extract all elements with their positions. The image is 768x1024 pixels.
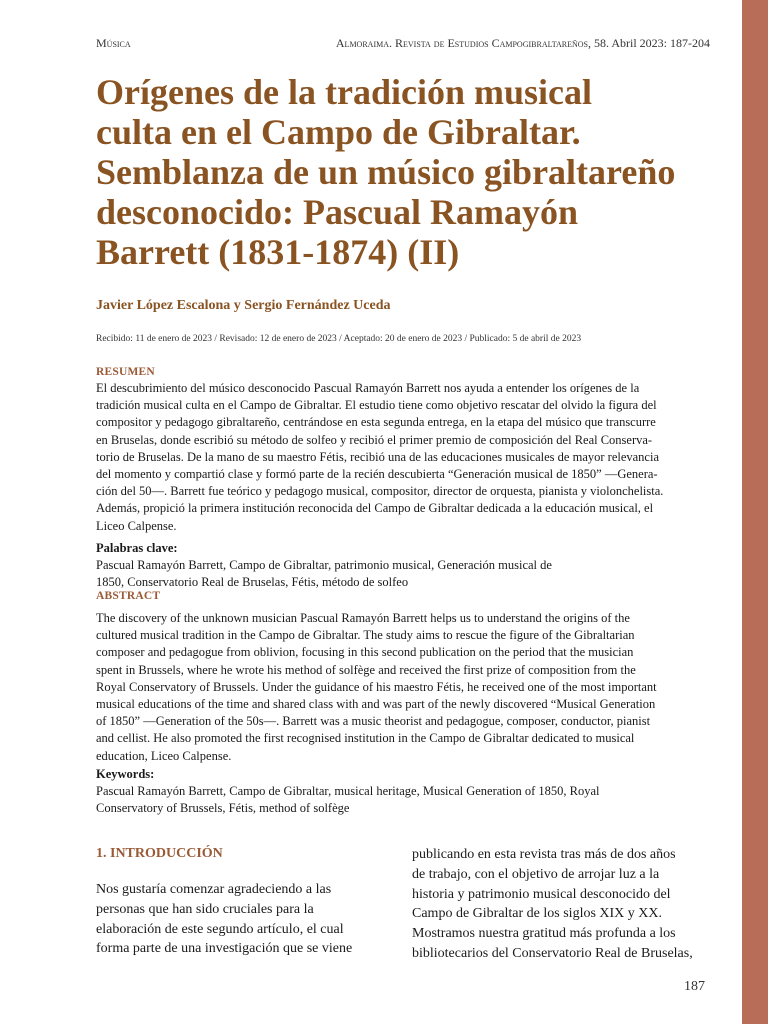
article-title xyxy=(96,72,726,272)
decorative-side-bar xyxy=(742,0,768,1024)
journal-citation xyxy=(336,36,710,51)
resumen-body xyxy=(96,380,663,535)
title-line: Semblanza de un músico gibraltareño xyxy=(96,152,676,192)
text-line: elaboración de este segundo artículo, el cual xyxy=(96,921,344,937)
text-line: publicando en esta revista tras más de dos años xyxy=(412,847,676,862)
abstract-heading: ABSTRACT xyxy=(96,590,161,602)
abstract-keywords xyxy=(96,766,600,818)
page-number: 187 xyxy=(684,979,705,994)
text-line: 1850, Conservatorio Real de Bruselas, Fétis, método de solfeo xyxy=(96,575,409,590)
abstract-body xyxy=(96,610,657,765)
text-line: spent in Brussels, where he wrote his method of solfège and received the first prize of composition from the xyxy=(96,662,636,677)
text-line: compositor y pedagogo gibraltareño, centrándose en esta segunda entrega, en la etapa del músico que transcurre xyxy=(96,415,656,430)
text-line: del momento y compartió clase y formó parte de la recién descubierta “Generación musical de 1850” —Genera- xyxy=(96,467,658,482)
text-line: personas que han sido cruciales para la xyxy=(96,901,314,917)
text-line: Conservatory of Brussels, Fétis, method of solfège xyxy=(96,801,350,816)
text-line: The discovery of the unknown musician Pascual Ramayón Barrett helps us to understand the origins of the xyxy=(96,611,630,625)
text-line: El descubrimiento del músico desconocido Pascual Ramayón Barrett nos ayuda a entender los orígenes de la xyxy=(96,381,640,395)
text-line: Nos gustaría comenzar agradeciendo a las xyxy=(96,882,332,897)
resumen-heading: RESUMEN xyxy=(96,366,155,378)
text-line: historia y patrimonio musical desconocido del xyxy=(412,886,671,902)
text-line: tradición musical culta en el Campo de Gibraltar. El estudio tiene como objetivo rescatar del olvido la figura del xyxy=(96,398,657,413)
text-line: and cellist. He also promoted the first recognised institution in the Campo de Gibraltar dedicated to musical xyxy=(96,731,635,746)
keywords-text: Pascual Ramayón Barrett, Campo de Gibraltar, patrimonio musical, Generación musical de xyxy=(96,558,552,573)
text-line: forma parte de una investigación que se viene xyxy=(96,941,353,957)
text-line: Campo de Gibraltar de los siglos XIX y XX. xyxy=(412,906,663,922)
authors: Javier López Escalona y Sergio Fernández Uceda xyxy=(96,298,391,313)
text-line: bibliotecarios del Conservatorio Real de Bruselas, xyxy=(412,945,693,961)
text-line: musical educations of the time and shared class with and was part of the newly discovered “Musical Generation xyxy=(96,697,656,712)
journal-name: Almoraima. Revista de Estudios Campogibraltareños xyxy=(335,36,588,50)
text-line xyxy=(96,766,600,800)
title-line: desconocido: Pascual Ramayón xyxy=(96,192,579,232)
resumen-keywords xyxy=(96,540,552,592)
title-line: culta en el Campo de Gibraltar. xyxy=(96,112,581,152)
text-line: de trabajo, con el objetivo de arrojar luz a la xyxy=(412,866,660,882)
keywords-text: Pascual Ramayón Barrett, Campo de Gibraltar, musical heritage, Musical Generation of 1850, Royal xyxy=(96,784,600,799)
keywords-label: Palabras clave: xyxy=(96,541,178,555)
text-line: en Bruselas, donde escribió su método de solfeo y recibió el primer premio de composición del Real Conserva- xyxy=(96,432,653,447)
text-line: education, Liceo Calpense. xyxy=(96,748,232,763)
section-name: Música xyxy=(96,36,131,50)
title-line: Orígenes de la tradición musical xyxy=(96,72,592,112)
body-column-left xyxy=(96,880,352,959)
journal-issue: , 58. Abril 2023: 187-204 xyxy=(588,36,710,50)
publication-dates: Recibido: 11 de enero de 2023 / Revisado: 12 de enero de 2023 / Aceptado: 20 de enero de 2023 / Publicado: 5 de abril de 2023 xyxy=(96,334,582,344)
text-line xyxy=(96,540,552,574)
text-line: ción del 50—. Barrett fue teórico y pedagogo musical, compositor, director de orquesta, pianista y violonchelista. xyxy=(96,484,664,499)
introduction-heading: 1. INTRODUCCIÓN xyxy=(96,846,223,861)
body-column-right xyxy=(412,845,693,964)
text-line: cultured musical tradition in the Campo de Gibraltar. The study aims to rescue the figure of the Gibraltarian xyxy=(96,628,635,643)
text-line: of 1850” —Generation of the 50s—. Barrett was a music theorist and pedagogue, composer, conductor, pianist xyxy=(96,714,651,729)
text-line: Además, propició la primera institución reconocida del Campo de Gibraltar dedicada a la educación musical, el xyxy=(96,501,654,516)
text-line: Liceo Calpense. xyxy=(96,518,177,533)
text-line: torio de Bruselas. De la mano de su maestro Fétis, recibió una de las educaciones musicales de mayor relevancia xyxy=(96,449,660,464)
text-line: Mostramos nuestra gratitud más profunda a los xyxy=(412,926,676,942)
text-line: composer and pedagogue from oblivion, focusing in this second publication on the period that the musician xyxy=(96,645,634,660)
title-line: Barrett (1831-1874) (II) xyxy=(96,232,460,272)
keywords-label: Keywords: xyxy=(96,767,155,781)
text-line: Royal Conservatory of Brussels. Under the guidance of his maestro Fétis, he received one of the most important xyxy=(96,679,657,694)
